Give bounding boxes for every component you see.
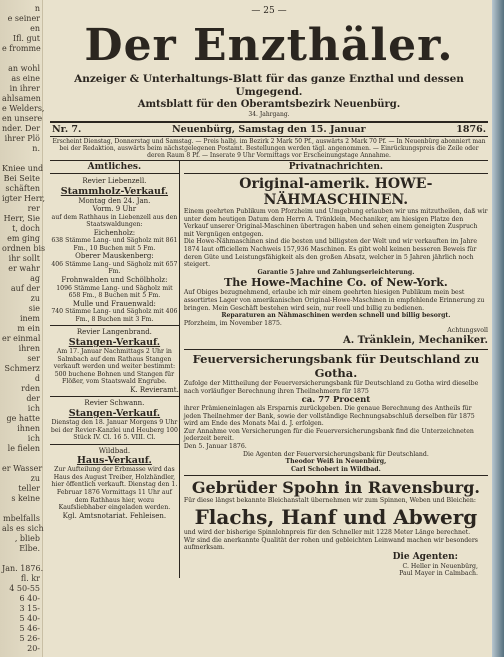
stammholz-item: Frohnwalden und Schölbholz: [61, 276, 168, 285]
page-edge [492, 0, 504, 657]
spine-line: igter Herr, [2, 194, 46, 203]
spine-line: mbelfalls [3, 514, 40, 523]
spine-line: fl. kr [20, 574, 40, 583]
divider [50, 444, 179, 445]
divider [50, 325, 179, 326]
howe-repair: Reparaturen an Nähmaschinen werden schnell und billig besorgt. [221, 312, 451, 320]
spohn-title: Gebrüder Spohn in Ravensburg. [191, 478, 480, 498]
spine-line: rer [27, 204, 40, 213]
spine-line: 6 40- [19, 594, 40, 603]
stammholz-date: Montag den 24. Jan. [78, 196, 151, 205]
stammholz-item: 740 Stämme Lang- und Sägholz mit 406 Fm., 8 Buchen mit 3 Fm. [51, 308, 178, 323]
gotha-rate: ca. 77 Procent [301, 395, 371, 406]
spohn-agent-2: Paul Mayer in Calmbach. [399, 570, 478, 578]
spohn-agent-1: C. Heller in Neuenbürg, [402, 562, 478, 570]
spohn-text: Für diese längst bekannte Bleichanstalt übernehmen wir zum Spinnen, Weben und Bleichen: [183, 497, 476, 505]
official-line: Amtsblatt für den Oberamtsbezirk Neuenbürg. [137, 99, 401, 110]
spine-line: Bei Seite [3, 174, 40, 183]
spine-line: ihrer Plö [4, 134, 40, 143]
spine-line: n. [32, 144, 40, 153]
howe-guarantee: Garantie 5 Jahre und Zahlungserleichterung. [257, 268, 415, 276]
spine-line: ahlsamen [2, 94, 41, 103]
spine-line: le fielen [7, 444, 40, 453]
stangen-title-2: Stangen-Verkauf. [68, 407, 161, 419]
stangen-text-2: Dienstag den 18. Januar Morgens 9 Uhr bei der Revier-Kanzlei und Heuberg 100 Stück IV. Cl. 16 5. VIII. Cl. [50, 418, 178, 442]
spine-line: auf der [10, 284, 40, 293]
place-wildbad: Wildbad. [98, 446, 131, 455]
spine-line: in ihrer [9, 84, 40, 93]
spine-line: m ein [17, 324, 40, 333]
howe-text-2: Die Howe-Nähmaschinen sind die besten und billigsten der Welt und wir verkauften im Jahre 1874 laut officiellem Nachweis 157,936 Maschinen. Es gibt wohl keinen besseren Beweis für deren Güte und Leistungsfähigkeit als den großen Absatz, welcher in 5 Jahren jährlich noch steigert. [183, 238, 478, 269]
stammholz-item: Oberer Mauskenberg: [75, 252, 154, 261]
stammholz-title: Stammholz-Verkauf. [60, 185, 169, 197]
spine-line: ag [30, 274, 40, 283]
stangen-title-1: Stangen-Verkauf. [68, 336, 161, 348]
spine-line: als es sich [2, 524, 44, 533]
spine-line: as eine [11, 74, 40, 83]
stammholz-items [50, 237, 179, 323]
howe-sign-pre: Achtungsvoll [447, 327, 488, 335]
revier-langenbrand: Revier Langenbrand. [76, 328, 152, 337]
spine-line: er einmal [2, 334, 41, 343]
stangen-text-1: Am 17. Januar Nachmittags 2 Uhr in Salmbach auf dem Rathaus Stangen verkauft werden und weiter bestimmt: 500 buchene Bohnen und Stangen für Flößer, vom Staatswald Engrube. [53, 347, 176, 386]
howe-company: The Howe-Machine Co. of New-York. [224, 276, 448, 290]
spine-line: 20- [27, 644, 40, 653]
spine-line: 5 40- [19, 614, 40, 623]
divider [184, 475, 488, 476]
spine-line: ihr sollt [8, 254, 40, 263]
spohn-text-2: und wird der bisherige Spinnlohnpreis für den Schneller mit 1228 Meter Länge berechnet. [183, 529, 471, 537]
spine-line: ge hatte [6, 414, 40, 423]
spine-line: e seiner [7, 14, 40, 23]
divider [184, 349, 488, 350]
gotha-date: Den 5. Januar 1876. [183, 443, 247, 451]
subtitle: Anzeiger & Unterhaltungs-Blatt für das ganze Enzthal und dessen Umgegend. [74, 73, 464, 98]
spine-line: ihnen [17, 424, 40, 433]
stammholz-item: 406 Stämme Lang- und Sägholz mit 657 Fm. [51, 260, 178, 276]
divider [50, 396, 179, 397]
gotha-agent-1: Theodor Weiß in Neuenbürg, [285, 458, 387, 466]
gotha-text-2: ihrer Prämieneinlagen als Ersparnis zurückgeben. Die genaue Berechnung des Antheils für jeden Theilnehmer der Bank, sowie der vollständige Rechnungsabschluß derselben für 1875 wird am Ende des Monats Mai d. J. erfolgen. [183, 405, 475, 428]
official-column [50, 161, 180, 578]
stammholz-item: Mulle und Frauenwald: [72, 299, 156, 308]
spine-line: t, doch [12, 224, 40, 233]
stammholz-time: Vorm. 9 Uhr [92, 205, 137, 213]
howe-title: Original-amerik. HOWE-NÄHMASCHINEN. [239, 176, 433, 208]
spine-line: Schmerz [4, 364, 40, 373]
spine-line: an wohl [8, 64, 40, 73]
stangen-sign-1: K. Revieramt. [130, 385, 179, 394]
private-header: Privatnachrichten. [184, 161, 488, 174]
howe-text-4: Auf Obiges bezugnehmend, erlaube ich mir einem geehrten hiesigen Publikum mein best assortirtes Lager von amerikanischen Original-Howe-Maschinen in empfehlende Erinnerung zu bringen. Mein Geschäft bestehen wird sein, nur reell und billig zu bedienen. [183, 289, 485, 312]
stammholz-item: 1096 Stämme Lang- und Sägholz mit 658 Fm., 8 Buchen mit 5 Fm. [56, 284, 173, 300]
stammholz-sub: Eichenholz: [93, 228, 136, 237]
columns [50, 161, 488, 578]
masthead: Der Enzthäler. [84, 20, 454, 71]
spine-line: schäften [5, 184, 40, 193]
revier-schwann: Revier Schwann. [84, 399, 145, 408]
howe-date: Pforzheim, im November 1875. [183, 319, 282, 327]
haus-text: Zur Aufteilung der Erbmasse wird das Haus des August Treiber, Holzhändler, hier öffentlich verkauft. Dienstag den 1. Februar 1876 Vormittags 11 Uhr auf dem Rathhaus hier, wozu Kaufsliebhaber eingeladen werden. [51, 466, 178, 512]
stammholz-item: 638 Stämme Lang- und Sägholz mit 861 Fm., 10 Buchen mit 5 Fm. [51, 237, 178, 252]
spohn-agents-head: Die Agenten: [392, 551, 458, 562]
spine-line: sie [28, 304, 40, 313]
spine-line: 5 26- [19, 634, 40, 643]
spine-line: Kniee und [2, 164, 44, 173]
page-number: — 25 — [251, 6, 287, 16]
spine-line: ordnen bis [2, 244, 46, 253]
gotha-agents-head: Die Agenten der Feuerversicherungsbank für Deutschland. [243, 450, 429, 458]
howe-text: Einem geehrten Publikum von Pforzheim und Umgebung erlauben wir uns mitzutheilen, daß wir unter dem heutigen Datum dem Herrn A. Tränklein, Mechaniker, am hiesigen Platze den Verkauf unserer Original-Maschinen übertragen haben und sehen einem geneigten Zuspruch mit Vergnügen entgegen. [183, 208, 488, 238]
spine-line: rden [21, 384, 40, 393]
gotha-title: Feuerversicherungsbank für Deutschland zu Gotha. [192, 351, 480, 380]
spine-line: er wahr [8, 264, 40, 273]
spine-line: ich [27, 404, 40, 413]
issue-year: 1876. [456, 124, 486, 135]
spine-line: em ging [7, 234, 40, 243]
spine-line: en unsere [2, 114, 43, 123]
spine-line: n [34, 4, 40, 13]
spine-line: d [34, 374, 40, 383]
spine-line: Jan. 1876. [2, 564, 44, 573]
dateline [50, 121, 488, 137]
official-header: Amtliches. [50, 161, 179, 174]
gotha-agent-2: Carl Schobert in Wildbad. [291, 465, 381, 473]
spine-line: teller [18, 484, 40, 493]
previous-page-strip [0, 0, 46, 657]
subscription-notice: Erscheint Dienstag, Donnerstag und Samstag. — Preis halbj. im Bezirk 2 Mark 50 Pf., auswärts 2 Mark 70 Pf. — In Neuenbürg abonniert man bei der Redaktion, auswärts beim nächstgelegenen Postamt. Bestellungen werden tägl. angenommen. — Einrückungspreis die Zeile oder deren Raum 8 Pf. — Inserate 9 Uhr Vormittags vor Erscheinungstage Annahme. [50, 137, 488, 161]
spine-line: s keine [11, 494, 40, 503]
spine-line: er Wasser [2, 464, 43, 473]
spine-line: en [30, 24, 40, 33]
spine-line: zu [30, 474, 40, 483]
spine-line: Elbe. [19, 544, 40, 553]
volume: 34. Jahrgang. [248, 111, 290, 118]
spine-line: nder. Der [2, 124, 41, 133]
spine-line: e Welders, [2, 104, 45, 113]
issue-date: Neuenbürg, Samstag den 15. Januar [171, 124, 366, 135]
spohn-goods: Flachs, Hanf und Abwerg [194, 505, 478, 530]
spine-line: 5 46- [19, 624, 40, 633]
haus-title: Haus-Verkauf. [76, 455, 152, 467]
spine-line: ihren [18, 344, 40, 353]
spohn-text-3: Wir sind die anerkannte Qualität der rohen und gebleichten Leinwand machen wir besonders aufmerksam. [183, 536, 478, 552]
revier-liebenzell: Revier Liebenzell. [82, 177, 147, 185]
spine-line: Herr, Sie [3, 214, 40, 223]
private-column [180, 161, 488, 578]
spine-line: Ifl. gut [12, 34, 40, 43]
issue-number: Nr. 7. [52, 124, 82, 135]
haus-sign: Kgl. Amtsnotariat. Fehleisen. [62, 511, 167, 520]
howe-sign: A. Tränklein, Mechaniker. [342, 334, 488, 346]
spine-line: inem [19, 314, 40, 323]
spine-line: , blieb [14, 534, 40, 543]
spine-line: 4 50-55 [9, 584, 40, 593]
spine-line: ser [27, 354, 40, 363]
gotha-text: Zufolge der Mittheilung der Feuerversicherungsbank für Deutschland zu Gotha wird dieselbe nach vorläufiger Berechnung ihren Theilnehmern für 1875 [183, 379, 479, 395]
spine-line: zu [30, 294, 40, 303]
spine-line: der [26, 394, 40, 403]
spine-line: 3 15- [19, 604, 40, 613]
gotha-text-3: Zur Annahme von Versicherungen für die Feuerversicherungsbank find die Unterzeichneten jederzeit bereit. [183, 427, 474, 443]
spine-line: ich [27, 434, 40, 443]
spine-line: e fromme [2, 44, 41, 53]
stammholz-place: auf dem Rathhaus in Liebenzell aus den Staatswaldungen: [51, 213, 178, 229]
page-content [50, 0, 488, 578]
